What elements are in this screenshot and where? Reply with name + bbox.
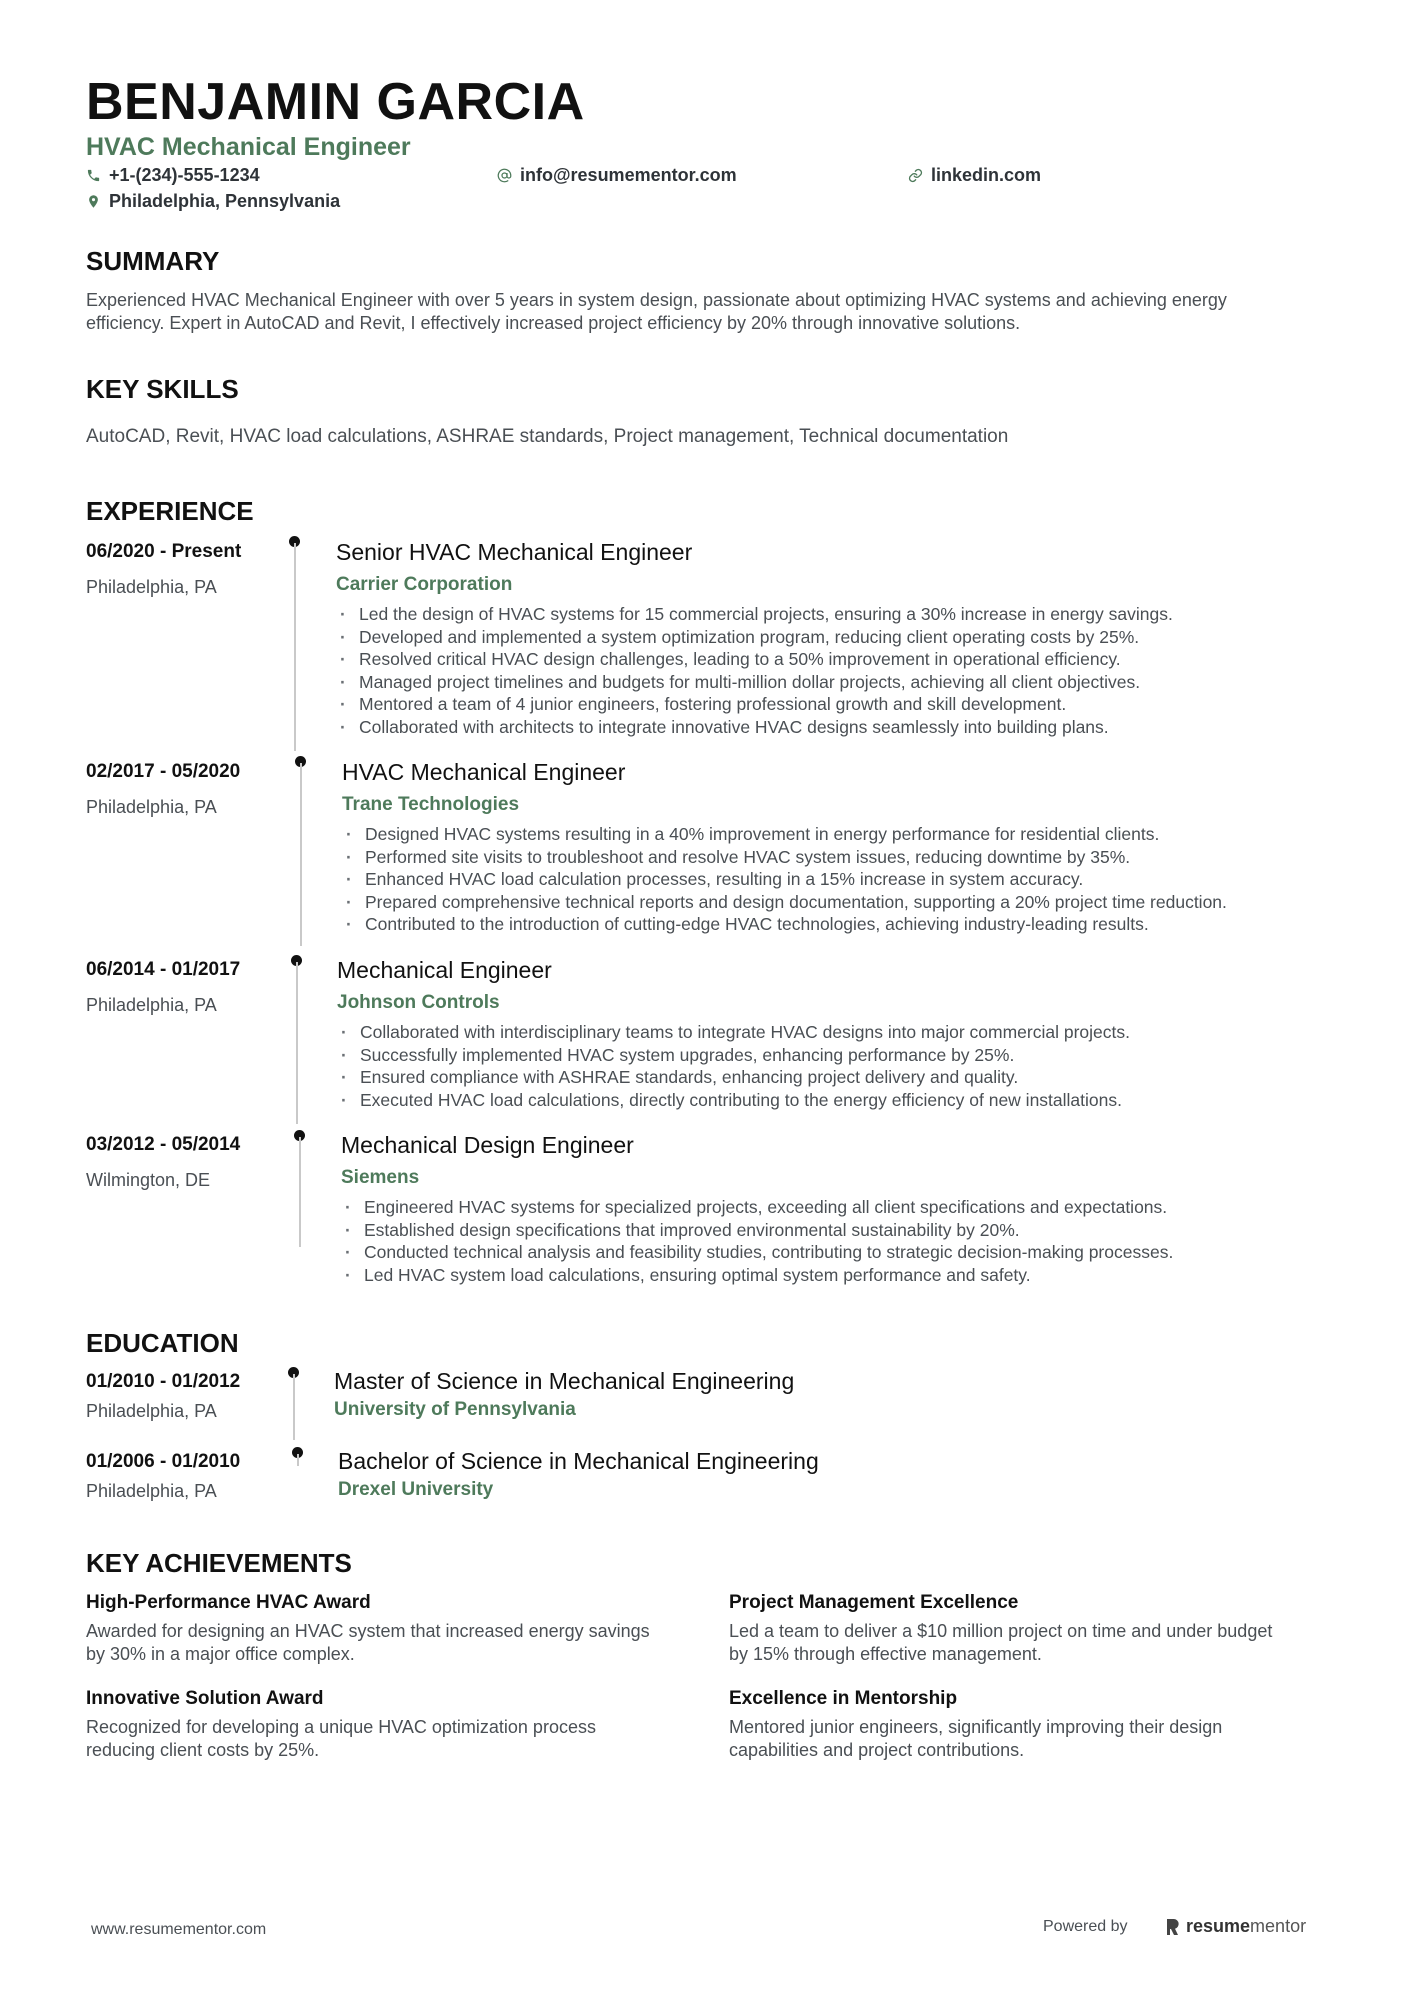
bullet-item: · Resolved critical HVAC design challenges, leading to a 50% improvement in operational efficiency. — [336, 648, 1173, 671]
school-name: Drexel University — [338, 1479, 494, 1500]
contact-phone — [86, 165, 260, 186]
achievement-description — [729, 1716, 1329, 1762]
achievement-line: Awarded for designing an HVAC system that increased energy savings — [86, 1621, 650, 1641]
timeline-line — [293, 1374, 295, 1440]
summary-text — [86, 289, 1346, 335]
job-dates: 03/2012 - 05/2014 — [86, 1134, 241, 1155]
bullet-item: · Prepared comprehensive technical reports and design documentation, supporting a 20% project time reduction. — [342, 891, 1227, 914]
skills-text: AutoCAD, Revit, HVAC load calculations, ASHRAE standards, Project management, Technical documentation — [86, 426, 1009, 447]
achievement-line: Recognized for developing a unique HVAC optimization process — [86, 1717, 596, 1737]
achievement-title: High-Performance HVAC Award — [86, 1592, 371, 1613]
job-bullets — [337, 1021, 1130, 1111]
achievement-item — [729, 1592, 1329, 1666]
bullet-item: · Mentored a team of 4 junior engineers, fostering professional growth and skill development. — [336, 693, 1173, 716]
resumementor-logo-icon — [1166, 1917, 1180, 1937]
achievement-description — [86, 1620, 686, 1666]
achievement-line: Led a team to deliver a $10 million project on time and under budget — [729, 1621, 1273, 1641]
company-name: Carrier Corporation — [336, 574, 513, 595]
bullet-item: · Enhanced HVAC load calculation processes, resulting in a 15% increase in system accuracy. — [342, 868, 1227, 891]
powered-by-label: Powered by — [1043, 1918, 1128, 1935]
timeline-line — [297, 1454, 299, 1466]
achievement-description — [86, 1716, 686, 1762]
timeline-line — [296, 962, 298, 1124]
job-location: Philadelphia, PA — [86, 577, 217, 597]
job-title: Mechanical Engineer — [337, 957, 552, 983]
education-dates: 01/2010 - 01/2012 — [86, 1371, 241, 1392]
section-title-experience: EXPERIENCE — [86, 496, 254, 526]
job-dates: 06/2020 - Present — [86, 541, 242, 562]
section-title-summary: SUMMARY — [86, 246, 220, 276]
degree-title: Bachelor of Science in Mechanical Engineering — [338, 1448, 819, 1474]
education-dates: 01/2006 - 01/2010 — [86, 1451, 241, 1472]
timeline-line — [299, 1137, 301, 1247]
bullet-item: · Collaborated with interdisciplinary teams to integrate HVAC designs into major commercial projects. — [337, 1021, 1130, 1044]
bullet-item: · Collaborated with architects to integrate innovative HVAC designs seamlessly into building plans. — [336, 716, 1173, 739]
job-bullets — [342, 823, 1227, 936]
degree-title: Master of Science in Mechanical Engineering — [334, 1368, 795, 1394]
bullet-item: · Led the design of HVAC systems for 15 commercial projects, ensuring a 30% increase in energy savings. — [336, 603, 1173, 626]
bullet-item: · Established design specifications that improved environmental sustainability by 20%. — [341, 1219, 1173, 1242]
email-address[interactable]: info@resumementor.com — [520, 165, 737, 185]
achievement-line: by 15% through effective management. — [729, 1644, 1042, 1664]
contact-linkedin — [908, 165, 1041, 186]
location-text: Philadelphia, Pennsylvania — [109, 191, 341, 211]
bullet-item: · Executed HVAC load calculations, directly contributing to the energy efficiency of new installations. — [337, 1089, 1130, 1112]
achievement-title: Project Management Excellence — [729, 1592, 1019, 1613]
job-title: Mechanical Design Engineer — [341, 1132, 634, 1158]
school-name: University of Pennsylvania — [334, 1399, 576, 1420]
job-dates: 06/2014 - 01/2017 — [86, 959, 241, 980]
bullet-item: · Contributed to the introduction of cutting-edge HVAC technologies, achieving industry-leading results. — [342, 913, 1227, 936]
candidate-name: BENJAMIN GARCIA — [86, 73, 585, 131]
achievement-line: Mentored junior engineers, significantly improving their design — [729, 1717, 1223, 1737]
summary-line: Experienced HVAC Mechanical Engineer with over 5 years in system design, passionate about optimizing HVAC systems and achieving energy — [86, 290, 1227, 310]
company-name: Johnson Controls — [337, 992, 500, 1013]
contact-location — [86, 191, 340, 212]
section-title-education: EDUCATION — [86, 1328, 239, 1358]
bullet-item: · Led HVAC system load calculations, ensuring optimal system performance and safety. — [341, 1264, 1173, 1287]
company-name: Trane Technologies — [342, 794, 520, 815]
section-title-achievements: KEY ACHIEVEMENTS — [86, 1548, 352, 1578]
bullet-item: · Designed HVAC systems resulting in a 40% improvement in energy performance for residential clients. — [342, 823, 1227, 846]
achievement-title: Excellence in Mentorship — [729, 1688, 958, 1709]
bullet-item: · Managed project timelines and budgets for multi-million dollar projects, achieving all client objectives. — [336, 671, 1173, 694]
bullet-item: · Successfully implemented HVAC system upgrades, enhancing performance by 25%. — [337, 1044, 1130, 1067]
summary-line: efficiency. Expert in AutoCAD and Revit, I effectively increased project efficiency by 20% through innovative solutions. — [86, 313, 1021, 333]
candidate-title: HVAC Mechanical Engineer — [86, 133, 411, 161]
map-pin-icon — [86, 194, 101, 209]
achievement-item — [86, 1592, 686, 1666]
education-location: Philadelphia, PA — [86, 1481, 217, 1501]
bullet-item: · Performed site visits to troubleshoot and resolve HVAC system issues, reducing downtime by 35%. — [342, 846, 1227, 869]
timeline-line — [294, 543, 296, 751]
job-title: HVAC Mechanical Engineer — [342, 759, 626, 785]
achievement-line: capabilities and project contributions. — [729, 1740, 1025, 1760]
linkedin-link[interactable]: linkedin.com — [931, 165, 1042, 185]
achievement-line: reducing client costs by 25%. — [86, 1740, 320, 1760]
at-icon — [497, 168, 512, 183]
job-location: Philadelphia, PA — [86, 995, 217, 1015]
bullet-item: · Developed and implemented a system optimization program, reducing client operating costs by 25%. — [336, 626, 1173, 649]
link-icon — [908, 168, 923, 183]
achievement-description — [729, 1620, 1329, 1666]
achievement-item — [729, 1688, 1329, 1762]
education-location: Philadelphia, PA — [86, 1401, 217, 1421]
timeline-line — [300, 763, 302, 946]
contact-email — [497, 165, 737, 186]
achievement-line: by 30% in a major office complex. — [86, 1644, 355, 1664]
phone-number[interactable]: +1-(234)-555-1234 — [109, 165, 260, 185]
brand-name-bold: resume — [1186, 1916, 1251, 1936]
section-title-skills: KEY SKILLS — [86, 374, 239, 404]
achievement-item — [86, 1688, 686, 1762]
job-dates: 02/2017 - 05/2020 — [86, 761, 241, 782]
brand-logo[interactable] — [1166, 1916, 1306, 1937]
bullet-item: · Ensured compliance with ASHRAE standards, enhancing project delivery and quality. — [337, 1066, 1130, 1089]
job-location: Wilmington, DE — [86, 1170, 211, 1190]
bullet-item: · Engineered HVAC systems for specialized projects, exceeding all client specifications and expectations. — [341, 1196, 1173, 1219]
brand-name-light: mentor — [1250, 1916, 1307, 1936]
company-name: Siemens — [341, 1167, 420, 1188]
job-bullets — [341, 1196, 1173, 1286]
job-bullets — [336, 603, 1173, 739]
job-title: Senior HVAC Mechanical Engineer — [336, 539, 693, 565]
job-location: Philadelphia, PA — [86, 797, 217, 817]
phone-icon — [86, 168, 101, 183]
footer-website[interactable]: www.resumementor.com — [91, 1921, 267, 1938]
bullet-item: · Conducted technical analysis and feasibility studies, contributing to strategic decision-making processes. — [341, 1241, 1173, 1264]
achievement-title: Innovative Solution Award — [86, 1688, 324, 1709]
